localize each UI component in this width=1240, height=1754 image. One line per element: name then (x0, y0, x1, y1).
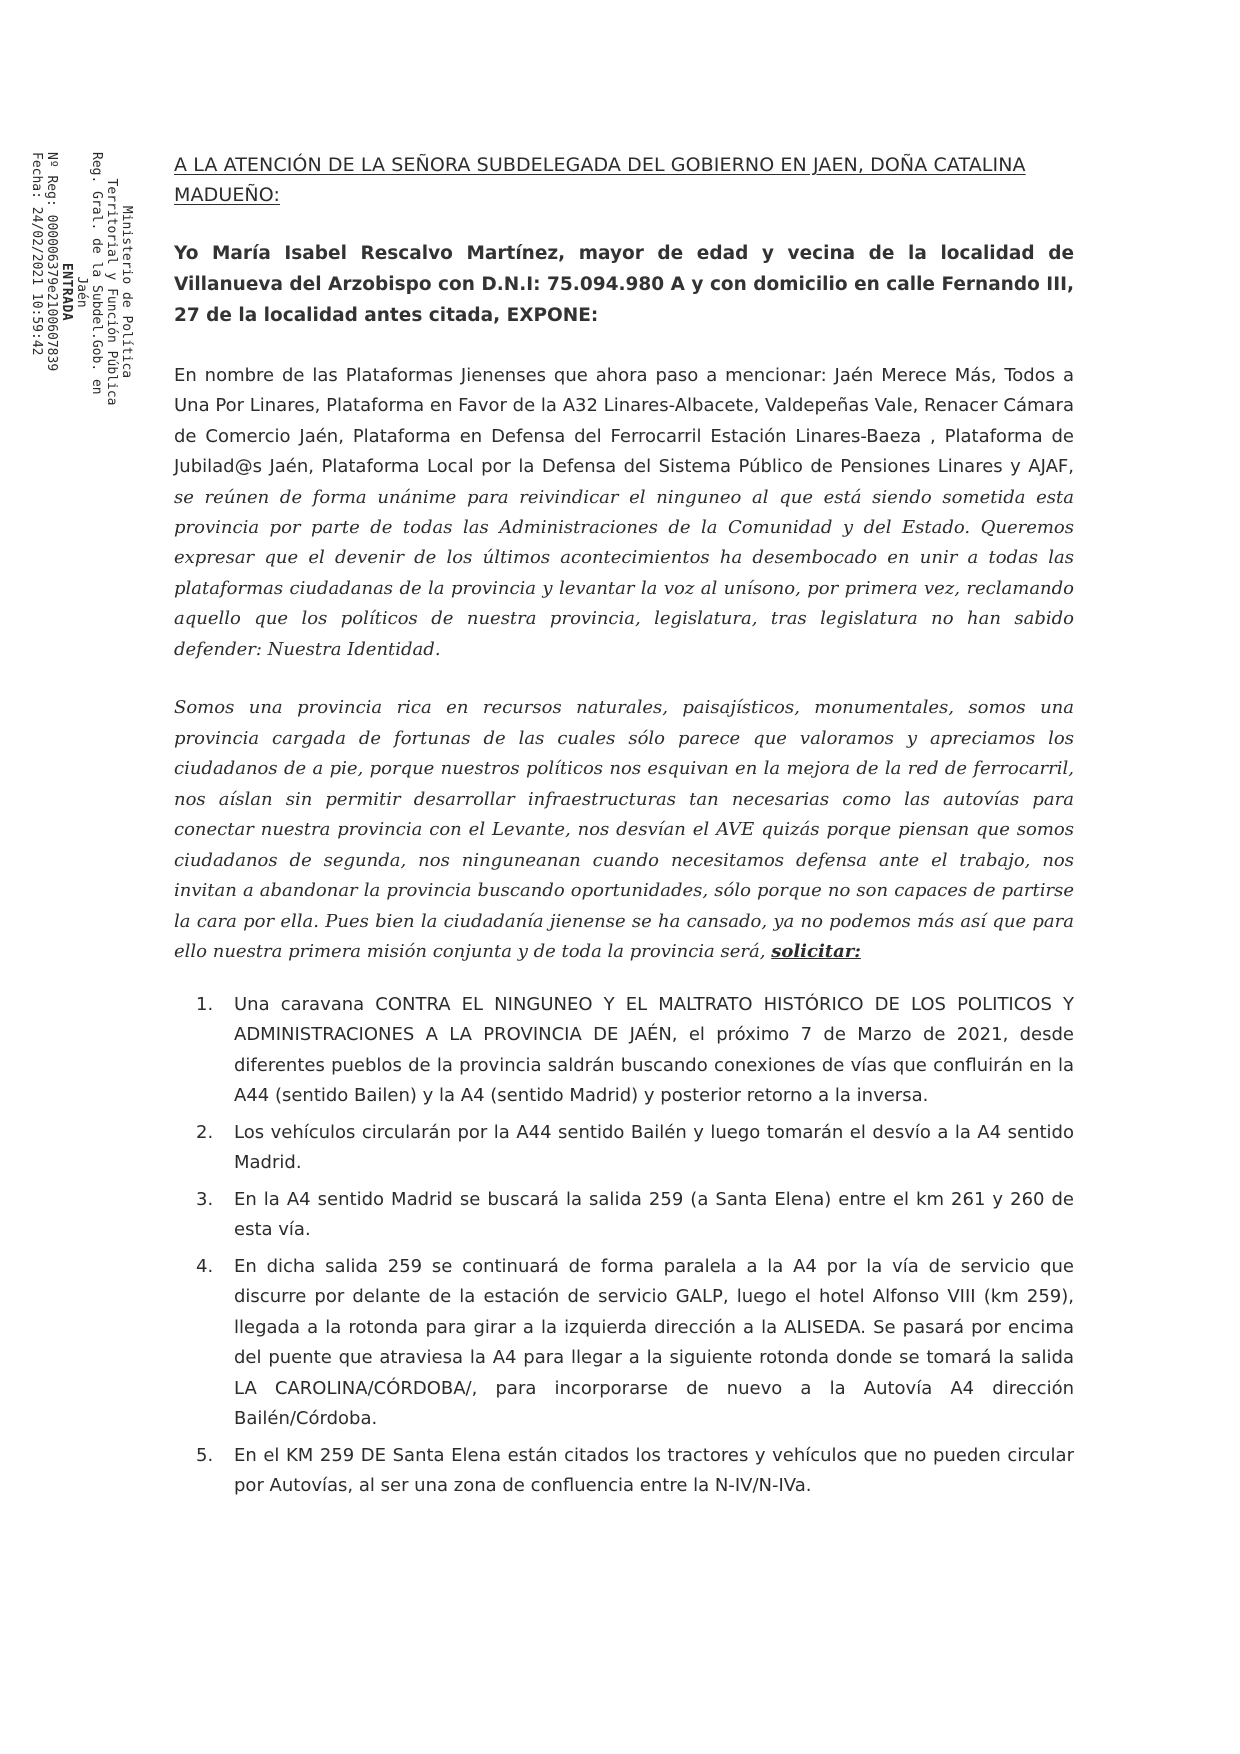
letter-body (174, 150, 1074, 1508)
list-item (174, 1252, 1074, 1435)
list-item (174, 1118, 1074, 1179)
stamp-line-registry: Reg. Gral. de la Subdel.Gob. en (89, 152, 104, 395)
list-item-number: 3. (196, 1188, 214, 1210)
letter-heading: A LA ATENCIÓN DE LA SEÑORA SUBDELEGADA DEL GOBIERNO EN JAEN, DOÑA CATALINA MADUEÑO: (174, 154, 1026, 206)
platforms-italic-text: se reúnen de forma unánime para reivindicar el ninguneo al que está siendo sometida esta provincia por parte de todas las Administraciones de la Comunidad y del Estado. Queremos expresar que el devenir de los últimos acontecimientos ha desembocado en unir a todas las plataformas ciudadanas de la provincia y levantar la voz al unísono, por primera vez, reclamando aquello que los políticos de nuestra provincia, legislatura, tras legislatura no han sabido defender: Nuestra Identidad. (174, 486, 1074, 660)
list-item (174, 1441, 1074, 1502)
stamp-line-entry: ENTRADA (59, 262, 74, 322)
platforms-text: En nombre de las Plataformas Jienenses que ahora paso a mencionar: Jaén Merece Más, Todos a Una Por Linares, Plataforma en Favor de la A32 Linares-Albacete, Valdepeñas Vale, Renacer Cámara de Comercio Jaén, Plataforma en Defensa del Ferrocarril Estación Linares-Baeza , Plataforma de Jubilad@s Jaén, Plataforma Local por la Defensa del Sistema Público de Pensiones Linares y AJAF, (174, 365, 1074, 478)
request-list (174, 990, 1074, 1502)
stamp-line-department: Territorial y Función Pública (104, 178, 119, 406)
stamp-line-ministry: Ministerio de Política (119, 205, 134, 379)
registry-stamp-text (29, 152, 134, 432)
platforms-paragraph (174, 361, 1074, 665)
solicitar-emphasis: solicitar: (771, 941, 861, 963)
intro-paragraph: Yo María Isabel Rescalvo Martínez, mayor de edad y vecina de la localidad de Villanueva del Arzobispo con D.N.I: 75.094.980 A y con domicilio en calle Fernando III, 27 de la localidad antes citada, EXPONE: (174, 243, 1074, 326)
stamp-line-reg-number: Nº Reg: 000006379e2100607839 (44, 152, 59, 372)
list-item-text: En la A4 sentido Madrid se buscará la salida 259 (a Santa Elena) entre el km 261 y 260 de esta vía. (234, 1188, 1074, 1241)
list-item (174, 1185, 1074, 1246)
province-paragraph (174, 693, 1074, 968)
list-item-number: 5. (196, 1444, 214, 1466)
registry-stamp (29, 152, 134, 432)
stamp-line-date: Fecha: 24/02/2021 10:59:42 (29, 152, 44, 356)
list-item-text: En el KM 259 DE Santa Elena están citados los tractores y vehículos que no pueden circular por Autovías, al ser una zona de confluencia entre la N-IV/N-IVa. (234, 1444, 1074, 1497)
list-item-number: 1. (196, 993, 214, 1015)
stamp-line-city: Jaén (74, 276, 89, 308)
province-text: Somos una provincia rica en recursos naturales, paisajísticos, monumentales, somos una provincia cargada de fortunas de las cuales sólo parece que valoramos y apreciamos los ciudadanos de a pie, porque nuestros políticos nos esquivan en la mejora de la red de ferrocarril, nos aíslan sin permitir desarrollar infraestructuras tan necesarias como las autovías para conectar nuestra provincia con el Levante, nos desvían el AVE quizás porque piensan que somos ciudadanos de segunda, nos ninguneanan cuando necesitamos defensa ante el trabajo, nos invitan a abandonar la provincia buscando oportunidades, sólo porque no son capaces de partirse la cara por ella. Pues bien la ciudadanía jienense se ha cansado, ya no podemos más así que para ello nuestra primera misión conjunta y de toda la provincia será, (174, 697, 1074, 963)
list-item-text: Los vehículos circularán por la A44 sentido Bailén y luego tomarán el desvío a la A4 sentido Madrid. (234, 1121, 1074, 1174)
list-item (174, 990, 1074, 1112)
list-item-number: 2. (196, 1121, 214, 1143)
list-item-text: Una caravana CONTRA EL NINGUNEO Y EL MALTRATO HISTÓRICO DE LOS POLITICOS Y ADMINISTRACIONES A LA PROVINCIA DE JAÉN, el próximo 7 de Marzo de 2021, desde diferentes pueblos de la provincia saldrán buscando conexiones de vías que confluirán en la A44 (sentido Bailen) y la A4 (sentido Madrid) y posterior retorno a la inversa. (234, 993, 1074, 1107)
list-item-number: 4. (196, 1255, 214, 1277)
list-item-text: En dicha salida 259 se continuará de forma paralela a la A4 por la vía de servicio que discurre por delante de la estación de servicio GALP, luego el hotel Alfonso VIII (km 259), llegada a la rotonda para girar a la izquierda dirección a la ALISEDA. Se pasará por encima del puente que atraviesa la A4 para llegar a la siguiente rotonda donde se tomará la salida LA CAROLINA/CÓRDOBA/, para incorporarse de nuevo a la Autovía A4 dirección Bailén/Córdoba. (234, 1255, 1074, 1430)
